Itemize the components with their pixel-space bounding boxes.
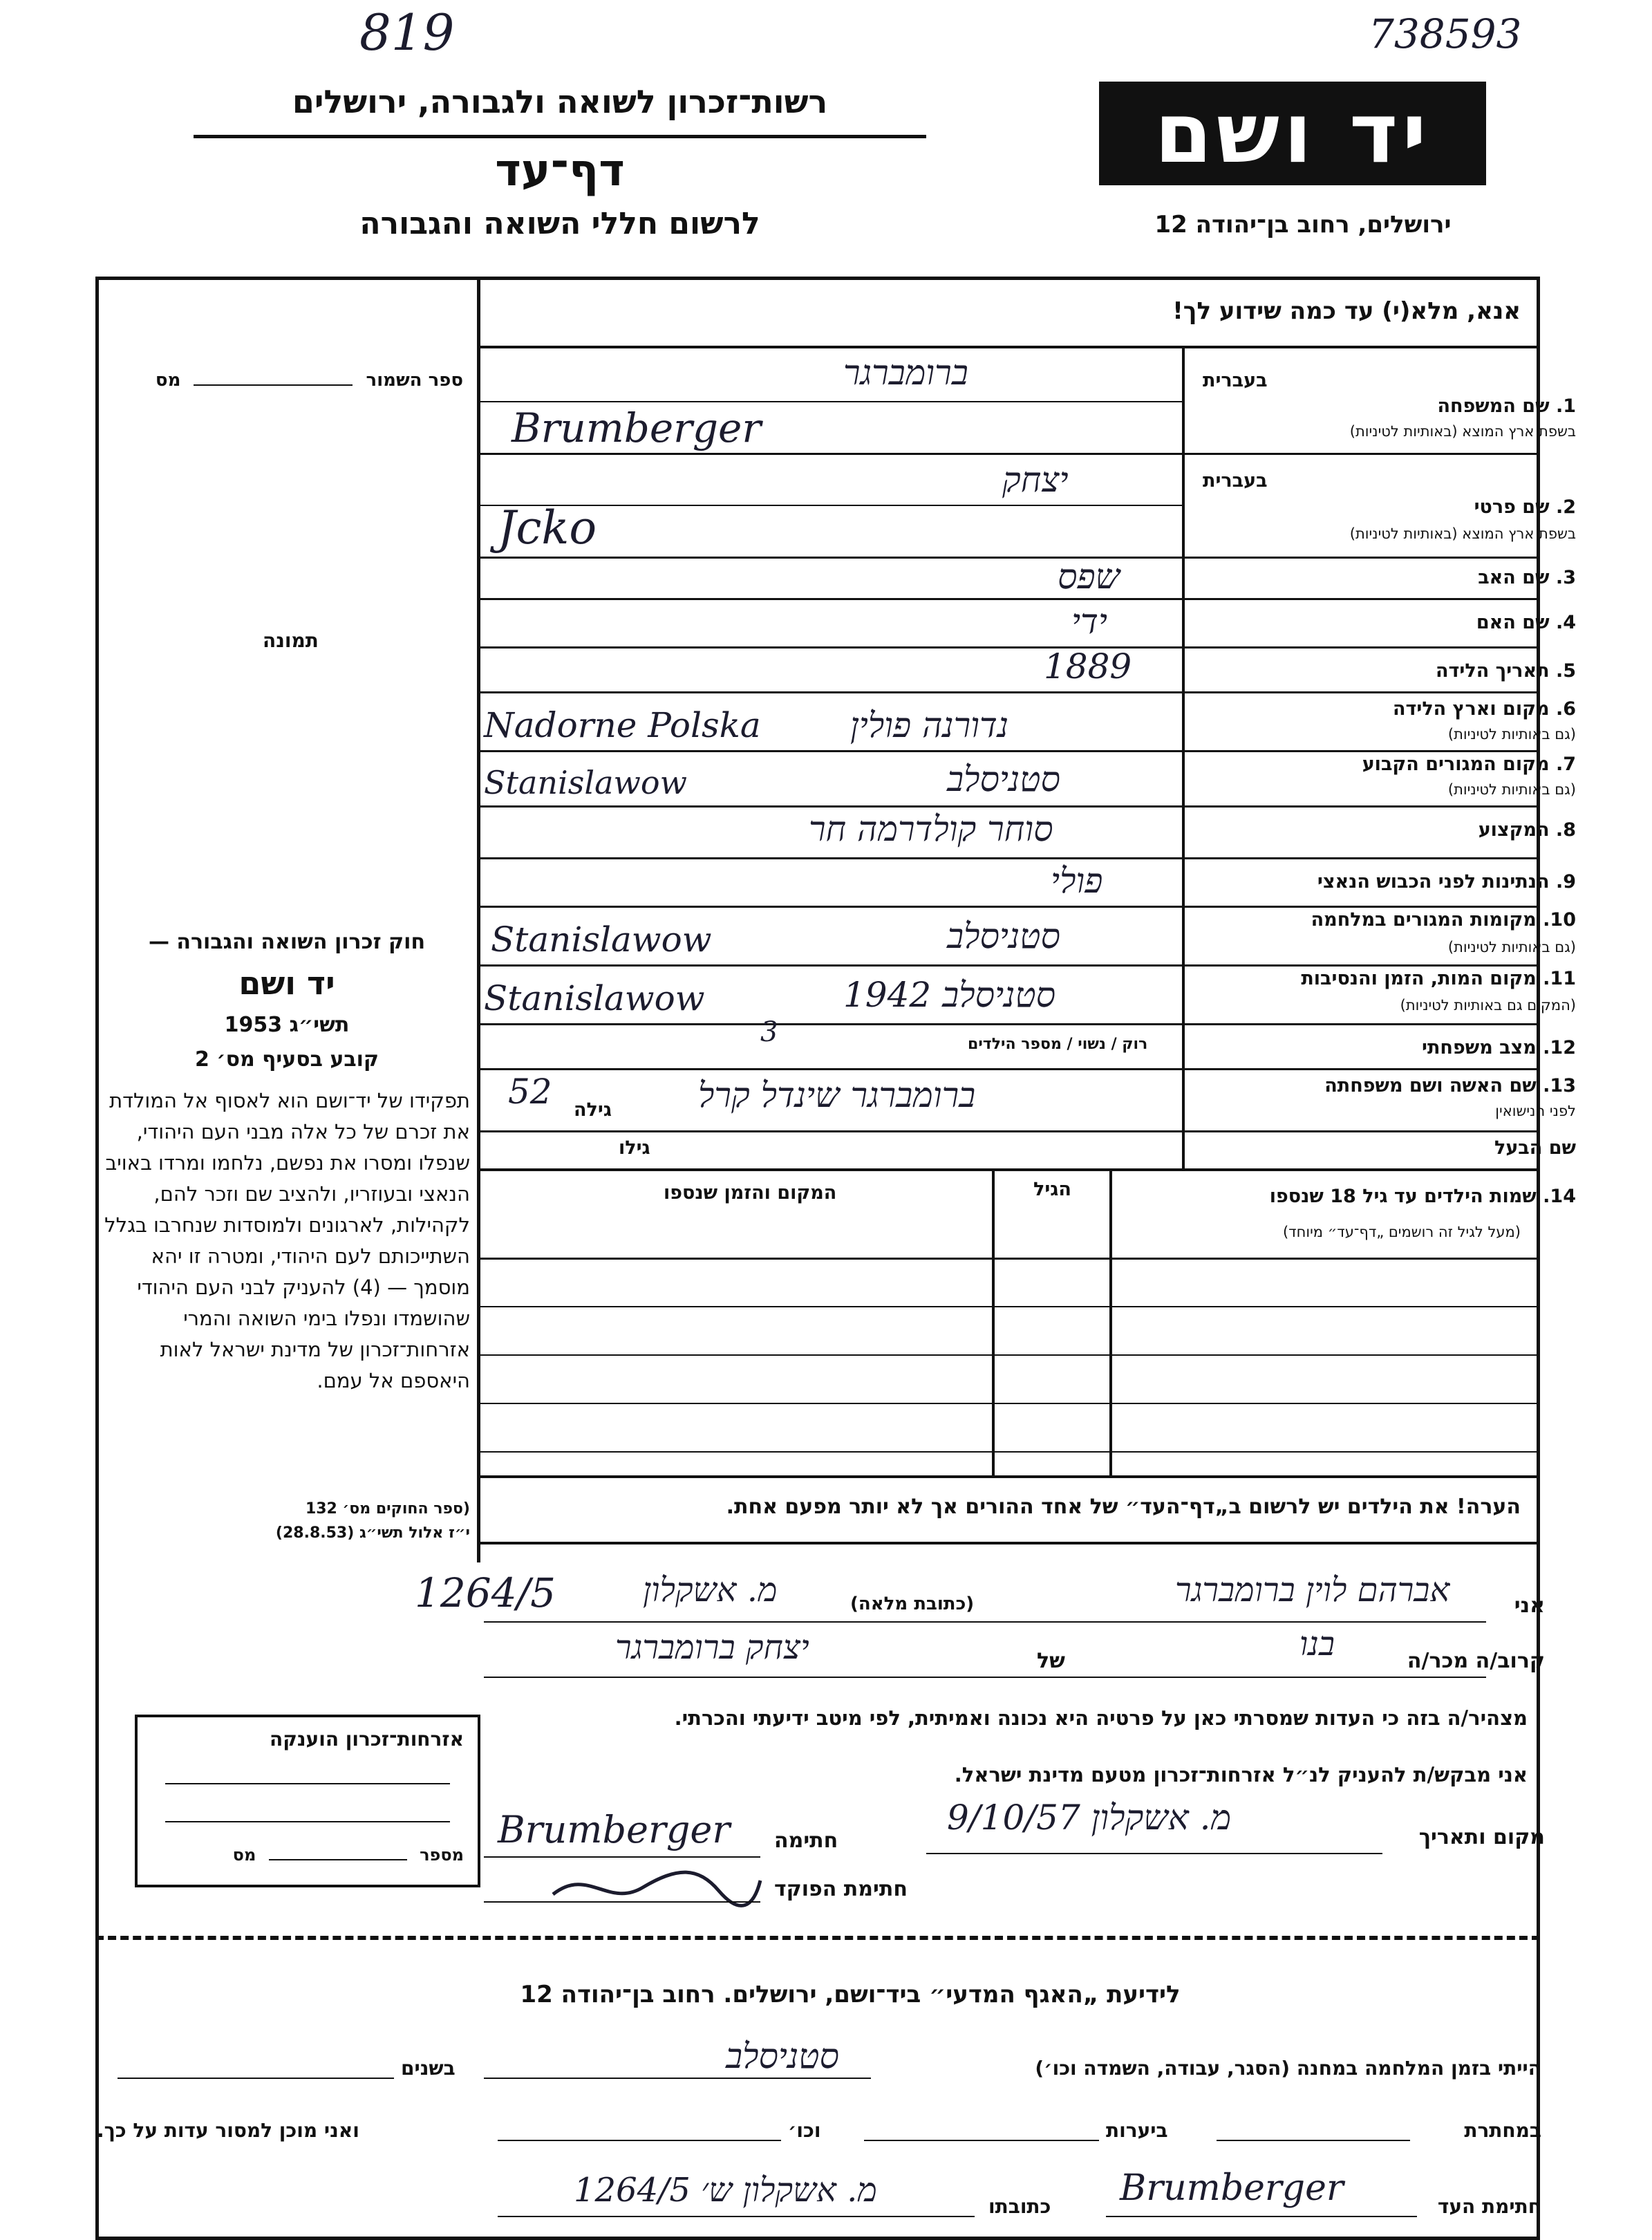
f5-label: 5. תאריך הלידה	[1435, 660, 1576, 682]
footer-ready-text: ואני מוכן למסור עדות על כך.	[97, 2119, 359, 2142]
f6-label: 6. מקום וארץ הלידה	[1392, 698, 1576, 720]
law-text: תפקידו של יד־ושם הוא לאסוף אל המולדת את זכרם של כל אלה מבני העם היהודי, שנפלו ומסרו את נפשם, נלחמו ומרדו באויב הנאצי ובעוזריו, ולהציב שם וזכר להם, לקהילות, לארגונים ולמוסדות שנחרבו בגלל השתייכותם לעם היהודי, ומטרה זו יהא מוסמך — (4) להעניק לבני העם היהודי שהושמדו ונפלו בימי השואה והמרי אזרחות־זכרון של מדינת ישראל לאות היאספם אל עמם.	[104, 1089, 470, 1392]
official-signature-scribble	[546, 1860, 767, 1915]
signature-value: Brumberger	[498, 1808, 731, 1851]
f12-header: רוק / נשוי / מספר הילדים	[968, 1036, 1148, 1053]
f11-latin-value: Stanislawow	[484, 978, 705, 1018]
f11-sub: (המקום גם באותיות לטיניות)	[1400, 997, 1576, 1014]
f11-label: 11. מקום המות, הזמן והנסיבות	[1301, 968, 1576, 989]
footer-underground-label: במחתרת	[1464, 2119, 1541, 2142]
f4-label: 4. שם האם	[1476, 612, 1576, 633]
topright-number: 738593	[1369, 10, 1522, 57]
law-title: חוק זכרון השואה והגבורה —	[148, 930, 426, 954]
footer-camp-value: סטניסלב	[726, 2036, 839, 2076]
authority-title: רשות־זכרון לשואה ולגבורה, ירושלים	[292, 83, 828, 120]
children-label: 14. שמות הילדים עד גיל 18 שנספו	[1269, 1186, 1576, 1207]
address-line: ירושלים, רחוב בן־יהודה 12	[1154, 211, 1452, 239]
declaration-name-value: אברהם לוין ברומברגר	[1175, 1571, 1450, 1609]
declaration-i-label: אני	[1514, 1594, 1545, 1618]
husband-label: שם הבעל	[1494, 1137, 1576, 1159]
footer-years-label: בשנים	[401, 2057, 456, 2080]
f1-hebrew-tag: בעברית	[1203, 370, 1268, 391]
intro-text: אנא, מלא(י) עד כמה שידוע לך!	[1172, 297, 1521, 325]
place-date-value: מ. אשקלון 9/10/57	[947, 1798, 1232, 1838]
form-subtitle: לרשום חללי השואה והגבורה	[359, 206, 760, 241]
witness-signature-value: Brumberger	[1120, 2167, 1344, 2209]
f13-sub: לפני הנישואין	[1495, 1103, 1576, 1119]
law-clause: קובע בסעיף מס׳ 2	[194, 1047, 379, 1072]
children-sub: (מעל לגיל זה רושמים „דף־עד״ מיוחד)	[1282, 1224, 1521, 1240]
f2-latin-value: Jcko	[498, 501, 597, 554]
f5-value: 1889	[1044, 646, 1132, 687]
law-name: יד ושם	[238, 964, 335, 1002]
law-ref-2: י״ז אלול תשי״ג (28.8.53)	[275, 1524, 470, 1542]
f10-sub: (גם באותיות לטיניות)	[1447, 939, 1576, 955]
f1-label: 1. שם המשפחה	[1437, 395, 1576, 417]
file-no-label: מס	[155, 370, 181, 391]
law-ref-1: (ספר החוקים מס׳ 132	[305, 1500, 470, 1518]
f2-hebrew-value: יצחק	[1002, 460, 1069, 500]
f6-hebrew-value: נדורנה פולין	[850, 705, 1009, 745]
f10-label: 10. מקומות המגורים במלחמה	[1311, 909, 1576, 931]
witness-address-value: מ. אשקלון ש׳ 1264/5	[574, 2171, 877, 2210]
signature-label: חתימה	[774, 1829, 838, 1853]
f9-value: פולי	[1051, 861, 1103, 901]
topleft-note: 819	[359, 3, 455, 62]
children-col-age: הגיל	[1033, 1179, 1071, 1200]
form-title: דף־עד	[495, 145, 625, 196]
f13-age-label: גילה	[574, 1099, 612, 1121]
of-label: של	[1037, 1649, 1065, 1673]
husband-age-label: גילו	[619, 1137, 650, 1159]
f12-value: 3	[760, 1016, 778, 1048]
footer-partisans-label: ביערות	[1106, 2119, 1168, 2142]
f1-sub: בשפת ארץ המוצא (באותיות לטיניות)	[1349, 423, 1576, 440]
children-table	[480, 1171, 1540, 1475]
f2-label: 2. שם פרטי	[1474, 496, 1576, 518]
witness-signature-label: חתימת העד	[1437, 2195, 1541, 2218]
footer-etc-label: וכו׳	[788, 2119, 821, 2142]
law-year: תשי״ג 1953	[224, 1013, 350, 1037]
f10-hebrew-value: סטניסלב	[947, 916, 1060, 956]
footer-camp-text: הייתי בזמן המלחמה במחנה (הסגר, עבודה, השמדה וכו׳)	[1035, 2057, 1541, 2080]
f1-latin-value: Brumberger	[511, 404, 762, 451]
witness-address-label: כתובתו	[988, 2195, 1051, 2218]
declare-text: מצהיר/ה בזה כי העדות שמסרתי כאן על פרטיה היא נכונה ואמיתית, לפי מיטב ידיעתי והכרתי.	[674, 1706, 1528, 1730]
f9-label: 9. הנתינות לפני הכבוש הנאצי	[1317, 871, 1576, 893]
declaration-address-label: (כתובת מלאה)	[850, 1594, 975, 1614]
of-value: יצחק ברומברגר	[615, 1628, 809, 1667]
f7-label: 7. מקום המגורים הקבוע	[1362, 754, 1576, 775]
f12-label: 12. מצב משפחתי	[1422, 1037, 1576, 1058]
citizenship-number-suffix: מס	[232, 1845, 256, 1865]
relation-value: בנו	[1299, 1625, 1335, 1663]
f1-hebrew-value: ברומברגר	[843, 353, 968, 393]
f3-value: שפס	[1058, 557, 1120, 597]
f10-latin-value: Stanislawow	[491, 920, 712, 960]
footer-divider	[95, 1936, 1540, 1940]
place-date-label: מקום ותאריך	[1418, 1825, 1545, 1849]
f8-label: 8. המקצוע	[1478, 819, 1576, 841]
declaration-date-code: 1264/5	[415, 1569, 556, 1616]
f6-latin-value: Nadorne Polska	[484, 705, 761, 745]
f7-hebrew-value: סטניסלב	[947, 759, 1060, 799]
f6-sub: (גם באותיות לטיניות)	[1447, 726, 1576, 743]
declaration-address-value: מ. אשקלון	[643, 1571, 778, 1609]
citizenship-box	[135, 1715, 480, 1887]
yad-vashem-logo: יד ושם	[1099, 82, 1486, 185]
f11-hebrew-value: סטניסלב 1942	[843, 975, 1056, 1015]
f3-label: 3. שם האב	[1478, 567, 1576, 588]
f13-age-value: 52	[508, 1072, 552, 1112]
citizenship-number-row	[233, 1845, 464, 1865]
official-signature-label: חתימת הפוקד	[774, 1877, 908, 1901]
photo-label: תמונה	[263, 629, 319, 652]
f4-value: ידי	[1071, 601, 1108, 642]
citizenship-number-label: מספר	[420, 1845, 464, 1865]
citizenship-box-title: אזרחות־זכרון הוענקה	[270, 1728, 464, 1751]
f7-latin-value: Stanislawow	[484, 764, 687, 801]
footer-title: לידיעת „האגף המדעי״ ביד־ושם, ירושלים. רחוב בן־יהודה 12	[520, 1981, 1181, 2008]
f13-label: 13. שם האשה ושם משפחתה	[1324, 1075, 1576, 1096]
f13-value: ברומברגר שינדל קרל	[698, 1075, 976, 1115]
file-number-row	[118, 370, 463, 391]
note-text: הערה! את הילדים יש לרשום ב„דף־העד״ של אחד ההורים אך לא יותר מפעם אחת.	[726, 1495, 1521, 1519]
f2-sub: בשפת ארץ המוצא (באותיות לטיניות)	[1349, 525, 1576, 542]
relative-label: קרוב/ה מכר/ה	[1407, 1649, 1545, 1673]
f2-hebrew-tag: בעברית	[1203, 470, 1268, 492]
f7-sub: (גם באותיות לטיניות)	[1447, 781, 1576, 798]
f8-value: סוחר קולדרמה חר	[809, 809, 1053, 849]
request-text: אני מבקש/ת להעניק לנ״ל אזרחות־זכרון מטעם מדינת ישראל.	[954, 1763, 1528, 1786]
file-label: ספר השמור	[366, 370, 463, 391]
children-col-place: המקום והזמן שנספו	[664, 1182, 837, 1204]
